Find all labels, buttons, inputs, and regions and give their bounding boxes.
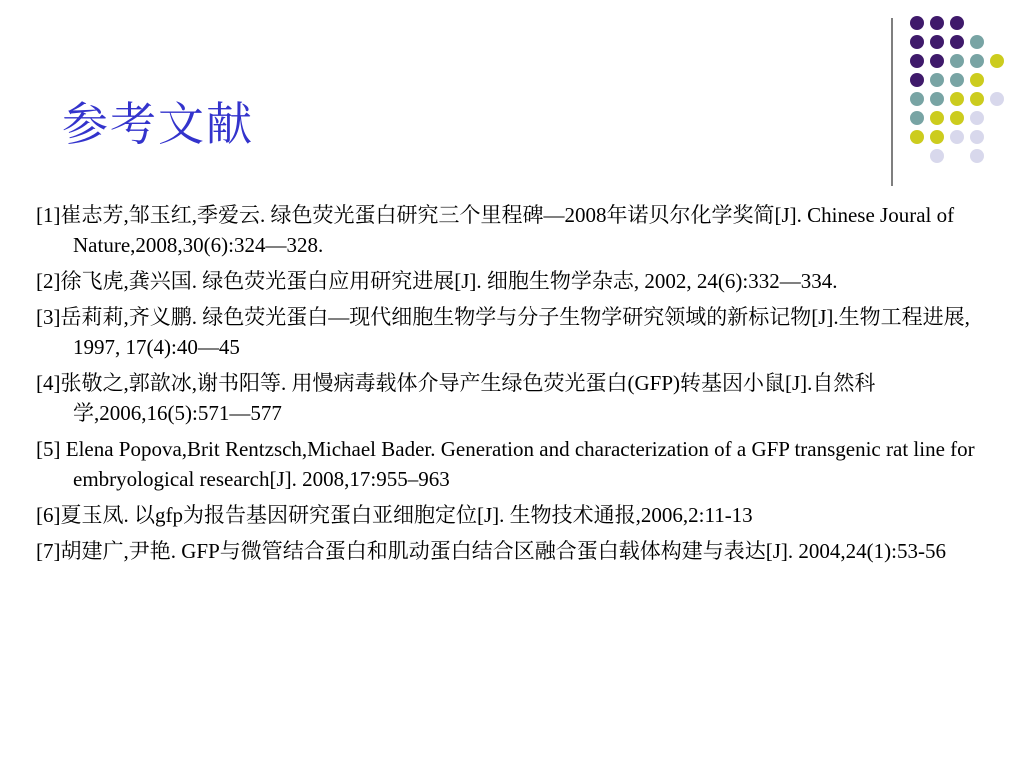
decorative-dot [950, 54, 964, 68]
decorative-dot [990, 92, 1004, 106]
reference-list [36, 200, 986, 572]
decorative-dot [930, 149, 944, 163]
reference-item-3: [3]岳莉莉,齐义鹏. 绿色荧光蛋白—现代细胞生物学与分子生物学研究领域的新标记物[J].生物工程进展, 1997, 17(4):40—45 [36, 305, 970, 359]
decorative-dot [910, 16, 924, 30]
decorative-dot [950, 130, 964, 144]
slide-title: 参考文献 [62, 97, 254, 151]
decorative-dot [910, 73, 924, 87]
decorative-dot [930, 54, 944, 68]
decorative-dot [970, 73, 984, 87]
reference-item-1: [1]崔志芳,邹玉红,季爱云. 绿色荧光蛋白研究三个里程碑—2008年诺贝尔化学奖简[J]. Chinese Joural of Nature,2008,30(6):324—328. [36, 203, 955, 257]
reference-item-6: [6]夏玉凤. 以gfp为报告基因研究蛋白亚细胞定位[J]. 生物技术通报,2006,2:11-13 [36, 503, 753, 527]
decorative-dot [970, 92, 984, 106]
decorative-dot [950, 16, 964, 30]
decorative-dot [910, 54, 924, 68]
decorative-dot [910, 111, 924, 125]
reference-item-2: [2]徐飞虎,龚兴国. 绿色荧光蛋白应用研究进展[J]. 细胞生物学杂志, 2002, 24(6):332—334. [36, 269, 838, 293]
reference-item-7: [7]胡建广,尹艳. GFP与微管结合蛋白和肌动蛋白结合区融合蛋白载体构建与表达[J]. 2004,24(1):53-56 [36, 539, 946, 563]
decorative-dot [910, 92, 924, 106]
decorative-dot [990, 54, 1004, 68]
decorative-dot [950, 92, 964, 106]
decorative-dot [970, 111, 984, 125]
decorative-dot [930, 35, 944, 49]
decorative-dot [930, 73, 944, 87]
reference-item-4: [4]张敬之,郭歆冰,谢书阳等. 用慢病毒载体介导产生绿色荧光蛋白(GFP)转基因小鼠[J].自然科学,2006,16(5):571—577 [36, 371, 876, 425]
decorative-dot [970, 130, 984, 144]
decorative-dot [970, 54, 984, 68]
decorative-dot [910, 130, 924, 144]
decorative-dot [950, 73, 964, 87]
decorative-dot [970, 35, 984, 49]
decorative-dot [930, 16, 944, 30]
decorative-dot [930, 92, 944, 106]
decorative-dot [950, 35, 964, 49]
decorative-dot [910, 35, 924, 49]
decorative-dot [970, 149, 984, 163]
reference-item-5: [5] Elena Popova,Brit Rentzsch,Michael Bader. Generation and characterization of a GFP transgenic rat line for embryological research[J]. 2008,17:955–963 [36, 437, 975, 491]
divider-line [891, 18, 893, 186]
decorative-dot [930, 130, 944, 144]
decorative-dot [930, 111, 944, 125]
decorative-dot [950, 111, 964, 125]
